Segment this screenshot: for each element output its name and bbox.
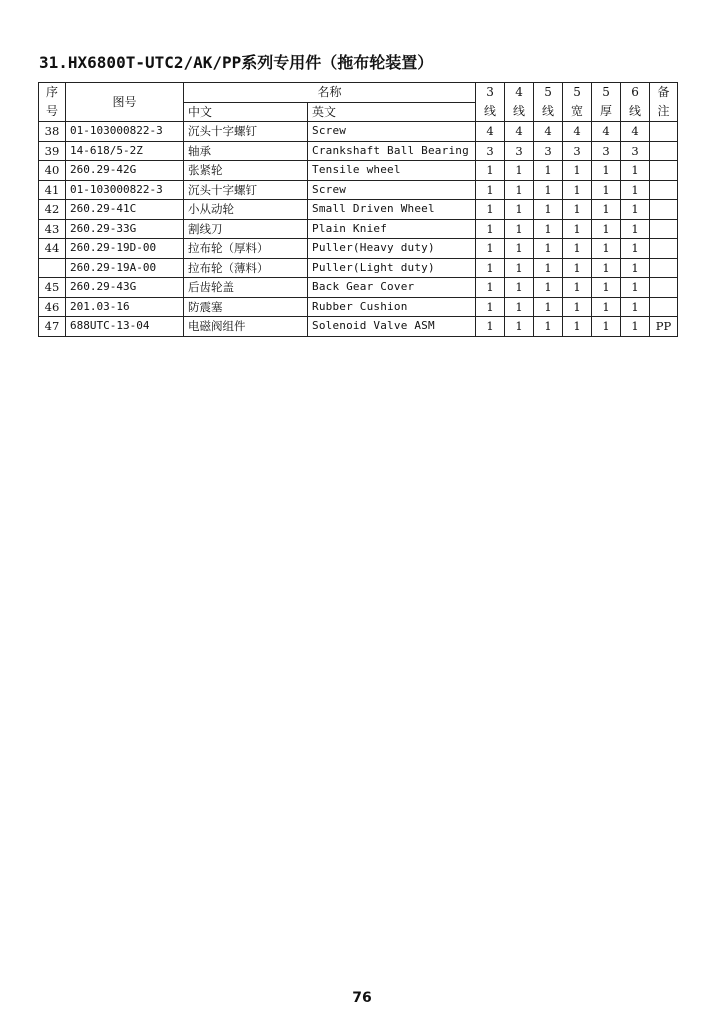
table-row: [39, 219, 678, 239]
table-body: [39, 122, 678, 337]
part-name-en: Puller(Heavy duty): [308, 239, 476, 259]
part-name-en: Screw: [308, 122, 476, 142]
header-col-4-top: 5: [573, 85, 581, 99]
part-name-en: Puller(Light duty): [308, 258, 476, 278]
part-name-cn: 割线刀: [184, 219, 308, 239]
table-row: [39, 141, 678, 161]
qty-col-4: 1: [563, 219, 592, 239]
part-code: 688UTC-13-04: [66, 317, 184, 337]
header-note-bottom: 注: [657, 104, 670, 118]
part-code: 260.29-42G: [66, 161, 184, 181]
qty-col-4: 1: [563, 297, 592, 317]
part-note: [650, 258, 678, 278]
part-name-cn: 拉布轮（薄料）: [184, 258, 308, 278]
part-name-en: Screw: [308, 180, 476, 200]
qty-col-2: 1: [505, 239, 534, 259]
header-col-1: [476, 83, 505, 122]
qty-col-1: 3: [476, 141, 505, 161]
row-number: 41: [39, 180, 66, 200]
qty-col-4: 1: [563, 161, 592, 181]
row-number: 47: [39, 317, 66, 337]
qty-col-3: 1: [534, 180, 563, 200]
qty-col-1: 1: [476, 258, 505, 278]
header-seq: [39, 83, 66, 122]
qty-col-4: 1: [563, 239, 592, 259]
qty-col-5: 1: [592, 180, 621, 200]
qty-col-4: 3: [563, 141, 592, 161]
part-code: 260.29-19A-00: [66, 258, 184, 278]
table-row: [39, 317, 678, 337]
qty-col-3: 1: [534, 258, 563, 278]
qty-col-5: 1: [592, 278, 621, 298]
qty-col-2: 1: [505, 297, 534, 317]
table-row: [39, 180, 678, 200]
header-col-4: [563, 83, 592, 122]
qty-col-2: 3: [505, 141, 534, 161]
header-col-6-top: 6: [631, 85, 639, 99]
table-row: [39, 258, 678, 278]
qty-col-6: 4: [621, 122, 650, 142]
qty-col-6: 1: [621, 278, 650, 298]
header-name-en: 英文: [308, 102, 476, 122]
table-row: [39, 122, 678, 142]
qty-col-5: 1: [592, 239, 621, 259]
qty-col-5: 1: [592, 317, 621, 337]
part-note: [650, 200, 678, 220]
qty-col-2: 1: [505, 317, 534, 337]
qty-col-4: 1: [563, 317, 592, 337]
qty-col-3: 1: [534, 297, 563, 317]
qty-col-3: 1: [534, 278, 563, 298]
qty-col-2: 4: [505, 122, 534, 142]
part-name-en: Plain Knief: [308, 219, 476, 239]
header-col-5-top: 5: [602, 85, 610, 99]
qty-col-5: 1: [592, 219, 621, 239]
header-note: [650, 83, 678, 122]
qty-col-1: 1: [476, 317, 505, 337]
qty-col-1: 1: [476, 297, 505, 317]
row-number: 39: [39, 141, 66, 161]
part-note: PP: [650, 317, 678, 337]
page-title: 31.HX6800T-UTC2/AK/PP系列专用件（拖布轮装置）: [39, 53, 434, 72]
header-col-3: [534, 83, 563, 122]
qty-col-3: 1: [534, 200, 563, 220]
header-col-5: [592, 83, 621, 122]
qty-col-1: 4: [476, 122, 505, 142]
part-name-en: Back Gear Cover: [308, 278, 476, 298]
qty-col-6: 1: [621, 258, 650, 278]
part-name-cn: 张紧轮: [184, 161, 308, 181]
qty-col-5: 1: [592, 161, 621, 181]
row-number: 44: [39, 239, 66, 259]
part-note: [650, 297, 678, 317]
qty-col-1: 1: [476, 239, 505, 259]
part-name-en: Tensile wheel: [308, 161, 476, 181]
qty-col-3: 1: [534, 219, 563, 239]
part-code: 260.29-43G: [66, 278, 184, 298]
part-note: [650, 278, 678, 298]
qty-col-6: 1: [621, 297, 650, 317]
row-number: [39, 258, 66, 278]
parts-table: [38, 82, 678, 337]
header-col-2: [505, 83, 534, 122]
qty-col-6: 1: [621, 317, 650, 337]
qty-col-5: 3: [592, 141, 621, 161]
part-code: 14-618/5-2Z: [66, 141, 184, 161]
qty-col-3: 1: [534, 317, 563, 337]
header-name-cn: 中文: [184, 102, 308, 122]
qty-col-5: 1: [592, 258, 621, 278]
qty-col-1: 1: [476, 200, 505, 220]
qty-col-2: 1: [505, 200, 534, 220]
table-row: [39, 297, 678, 317]
qty-col-2: 1: [505, 161, 534, 181]
part-note: [650, 141, 678, 161]
part-note: [650, 219, 678, 239]
header-col-2-top: 4: [515, 85, 523, 99]
qty-col-6: 1: [621, 161, 650, 181]
qty-col-5: 1: [592, 297, 621, 317]
header-col-3-top: 5: [544, 85, 552, 99]
part-note: [650, 180, 678, 200]
row-number: 42: [39, 200, 66, 220]
qty-col-1: 1: [476, 219, 505, 239]
part-code: 260.29-19D-00: [66, 239, 184, 259]
row-number: 38: [39, 122, 66, 142]
part-name-cn: 沉头十字螺钉: [184, 122, 308, 142]
part-note: [650, 239, 678, 259]
part-note: [650, 161, 678, 181]
qty-col-4: 1: [563, 180, 592, 200]
qty-col-2: 1: [505, 278, 534, 298]
part-name-cn: 小从动轮: [184, 200, 308, 220]
row-number: 45: [39, 278, 66, 298]
part-name-en: Rubber Cushion: [308, 297, 476, 317]
part-name-cn: 拉布轮（厚料）: [184, 239, 308, 259]
part-code: 260.29-33G: [66, 219, 184, 239]
qty-col-3: 3: [534, 141, 563, 161]
part-name-cn: 防震塞: [184, 297, 308, 317]
qty-col-6: 1: [621, 200, 650, 220]
qty-col-3: 4: [534, 122, 563, 142]
header-col-5-bottom: 厚: [600, 104, 613, 118]
qty-col-6: 1: [621, 180, 650, 200]
qty-col-6: 3: [621, 141, 650, 161]
row-number: 40: [39, 161, 66, 181]
qty-col-6: 1: [621, 219, 650, 239]
header-col-4-bottom: 宽: [571, 104, 584, 118]
qty-col-2: 1: [505, 258, 534, 278]
part-name-cn: 轴承: [184, 141, 308, 161]
part-name-en: Small Driven Wheel: [308, 200, 476, 220]
qty-col-4: 1: [563, 278, 592, 298]
qty-col-1: 1: [476, 278, 505, 298]
part-name-cn: 电磁阀组件: [184, 317, 308, 337]
header-note-top: 备: [657, 85, 670, 99]
part-code: 01-103000822-3: [66, 180, 184, 200]
part-code: 201.03-16: [66, 297, 184, 317]
part-name-cn: 沉头十字螺钉: [184, 180, 308, 200]
table-header: [39, 83, 678, 122]
header-col-2-bottom: 线: [513, 104, 526, 118]
table-row: [39, 239, 678, 259]
header-seq-top: 序: [45, 85, 58, 99]
header-col-6: [621, 83, 650, 122]
part-note: [650, 122, 678, 142]
qty-col-5: 4: [592, 122, 621, 142]
part-name-en: Crankshaft Ball Bearing: [308, 141, 476, 161]
header-col-1-bottom: 线: [484, 104, 497, 118]
qty-col-6: 1: [621, 239, 650, 259]
header-col-1-top: 3: [486, 85, 494, 99]
table-row: [39, 278, 678, 298]
table-row: [39, 161, 678, 181]
qty-col-1: 1: [476, 180, 505, 200]
qty-col-4: 1: [563, 258, 592, 278]
header-seq-bottom: 号: [45, 104, 58, 118]
row-number: 43: [39, 219, 66, 239]
page-number: 76: [352, 990, 372, 1006]
qty-col-3: 1: [534, 161, 563, 181]
header-col-6-bottom: 线: [629, 104, 642, 118]
part-name-en: Solenoid Valve ASM: [308, 317, 476, 337]
qty-col-2: 1: [505, 219, 534, 239]
header-code: 图号: [66, 83, 184, 122]
qty-col-4: 1: [563, 200, 592, 220]
qty-col-1: 1: [476, 161, 505, 181]
header-name: 名称: [184, 83, 476, 103]
part-code: 260.29-41C: [66, 200, 184, 220]
qty-col-2: 1: [505, 180, 534, 200]
header-col-3-bottom: 线: [542, 104, 555, 118]
part-name-cn: 后齿轮盖: [184, 278, 308, 298]
table-row: [39, 200, 678, 220]
qty-col-4: 4: [563, 122, 592, 142]
row-number: 46: [39, 297, 66, 317]
part-code: 01-103000822-3: [66, 122, 184, 142]
qty-col-3: 1: [534, 239, 563, 259]
qty-col-5: 1: [592, 200, 621, 220]
